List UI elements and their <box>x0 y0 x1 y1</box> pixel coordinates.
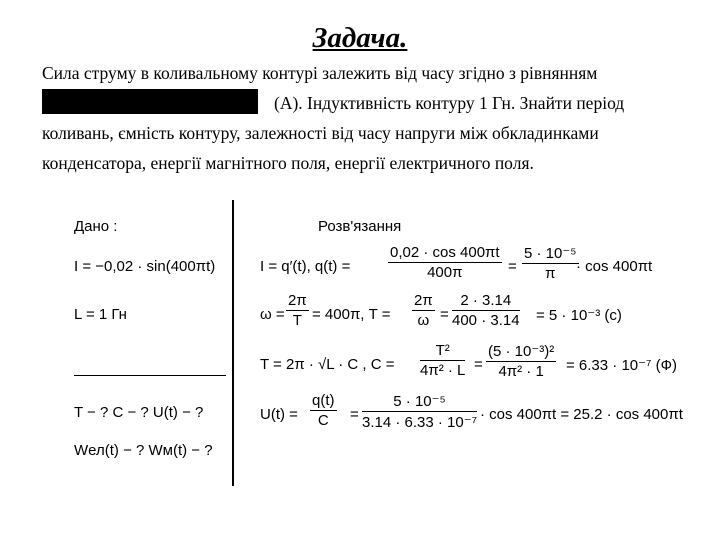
row1-num: 0,02 · cos 400πt <box>390 244 500 261</box>
row3-fraction-2 <box>486 342 556 380</box>
row2-tail: = 5 · 10⁻³ (c) <box>536 307 622 324</box>
given-unknowns-2: Wел(t) − ? Wм(t) − ? <box>74 442 213 459</box>
row3-fraction-1 <box>420 342 465 379</box>
redacted-formula <box>42 89 258 114</box>
row1-tail: · cos 400πt <box>576 258 653 275</box>
problem-line-1: Сила струму в коливальному контурі залежить від часу згідно з рівнянням <box>42 63 598 83</box>
problem-line-3: коливань, ємність контуру, залежності від часу напруги між обкладинками <box>42 123 599 143</box>
row1-den: 400π <box>427 264 463 281</box>
row2-fraction-2 <box>412 292 435 329</box>
row2-num: 2π <box>288 292 307 309</box>
row2-den: T <box>292 312 302 329</box>
row2-den2: ω <box>417 312 430 329</box>
row4-lhs: U(t) = <box>260 406 298 423</box>
page-title: Задача. <box>312 22 408 54</box>
row4-fraction-1 <box>310 392 337 429</box>
row2-fraction-3 <box>452 292 520 329</box>
row4-num: q(t) <box>312 392 335 409</box>
row2-fraction-1 <box>286 292 309 329</box>
row4-num2: 5 · 10⁻⁵ <box>362 392 477 412</box>
row3-num2: (5 · 10⁻³)² <box>488 343 555 360</box>
row2-lhs: ω = <box>260 306 285 323</box>
row1-fraction-2 <box>522 244 579 282</box>
row1-fraction-1 <box>388 244 502 281</box>
problem-line-2: (А). Індуктивність контуру 1 Гн. Знайти період <box>274 93 625 113</box>
given-current: I = −0,02 · sin(400πt) <box>74 258 216 275</box>
row1-den2: π <box>545 265 556 282</box>
given-inductance: L = 1 Гн <box>74 306 127 323</box>
given-separator <box>74 375 226 376</box>
given-unknowns-1: T − ? C − ? U(t) − ? <box>74 404 204 421</box>
row1-num2: 5 · 10⁻⁵ <box>524 245 577 262</box>
row4-fraction-2 <box>362 392 477 431</box>
row4-equals: = <box>350 406 359 423</box>
row2-den3: 400 · 3.14 <box>452 312 520 329</box>
row3-tail: = 6.33 · 10⁻⁷ (Ф) <box>566 357 678 374</box>
given-heading: Дано : <box>74 218 118 235</box>
row4-den: C <box>317 412 329 429</box>
row3-den2: 4π² · 1 <box>498 363 544 380</box>
row4-tail: · cos 400πt = 25.2 · cos 400πt <box>480 406 683 423</box>
row2-equals: = <box>440 306 449 323</box>
column-divider <box>232 200 234 486</box>
row3-lhs: T = 2π · √L · C , C = <box>260 356 395 373</box>
row3-equals: = <box>474 356 483 373</box>
row1-equals: = <box>508 258 517 275</box>
row2-num2: 2π <box>414 292 433 309</box>
row3-num: T² <box>420 342 465 361</box>
row1-lhs: I = q′(t), q(t) = <box>260 258 351 275</box>
row4-den2: 3.14 · 6.33 · 10⁻⁷ <box>362 414 478 431</box>
row2-num3: 2 · 3.14 <box>452 292 520 311</box>
solution-heading: Розв'язання <box>318 218 402 235</box>
problem-line-4: конденсатора, енергії магнітного поля, енергії електричного поля. <box>42 153 534 173</box>
row2-mid: = 400π, T = <box>312 306 391 323</box>
row3-den: 4π² · L <box>420 362 466 379</box>
